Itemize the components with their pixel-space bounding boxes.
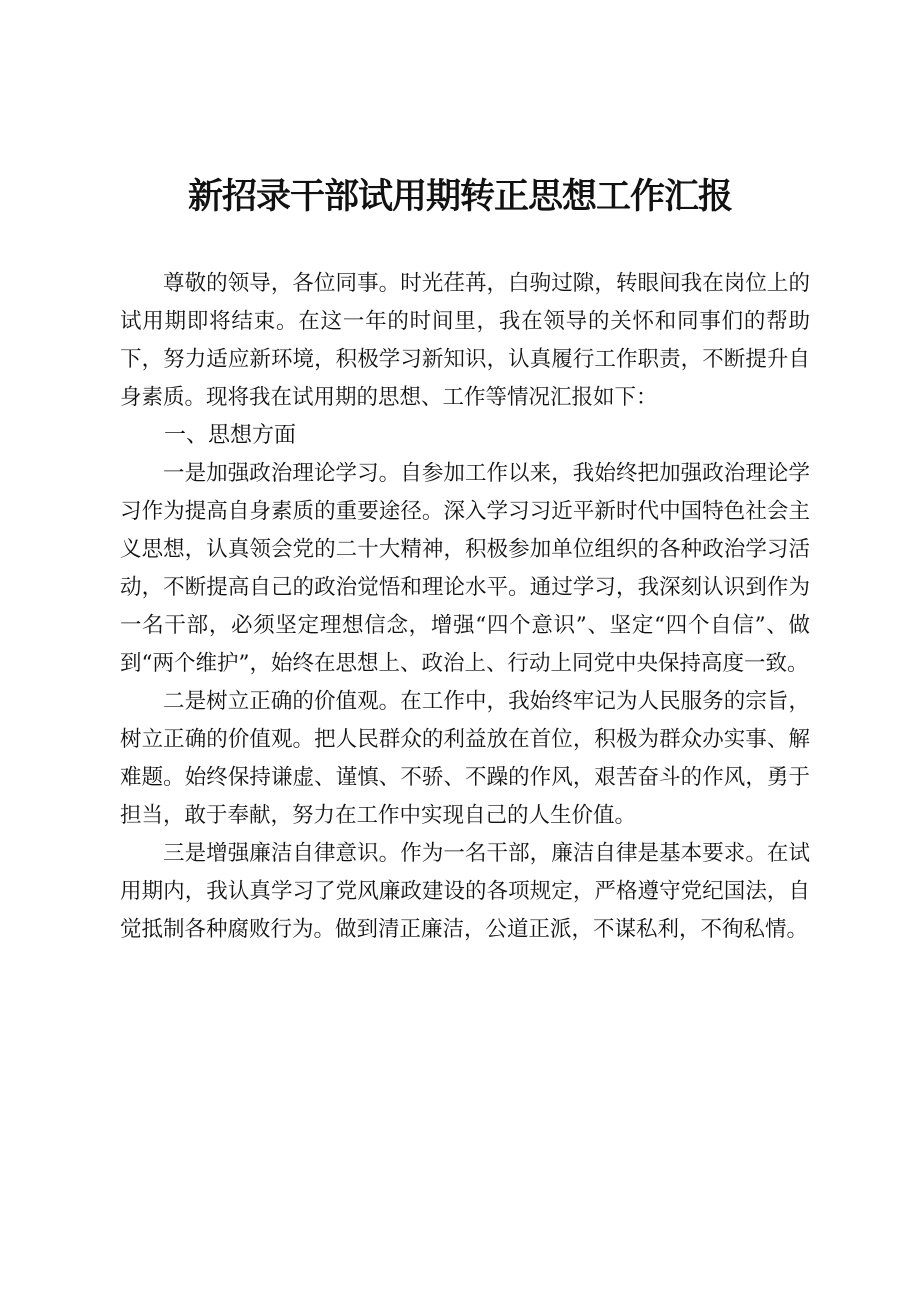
paragraph-political-study: 一是加强政治理论学习。自参加工作以来，我始终把加强政治理论学习作为提高自身素质的重要途径。深入学习习近平新时代中国特色社会主义思想，认真领会党的二十大精神，积极参加单位组织的各种政治学习活动，不断提高自己的政治觉悟和理论水平。通过学习，我深刻认识到作为一名干部，必须坚定理想信念，增强“四个意识”、坚定“四个自信”、做到“两个维护”，始终在思想上、政治上、行动上同党中央保持高度一致。: [120, 461, 810, 676]
paragraph-values: 二是树立正确的价值观。在工作中，我始终牢记为人民服务的宗旨，树立正确的价值观。把人民群众的利益放在首位，积极为群众办实事、解难题。始终保持谦虚、谨慎、不骄、不躁的作风，艰苦奋斗的作风，勇于担当，敢于奉献，努力在工作中实现自己的人生价值。: [120, 689, 810, 828]
document-body: [120, 265, 810, 949]
section-heading-thought: 一、思想方面: [164, 423, 297, 448]
intro-paragraph: 尊敬的领导，各位同事。时光荏苒，白驹过隙，转眼间我在岗位上的试用期即将结束。在这一年的时间里，我在领导的关怀和同事们的帮助下，努力适应新环境，积极学习新知识，认真履行工作职责，不断提升自身素质。现将我在试用期的思想、工作等情况汇报如下：: [120, 271, 810, 410]
document-title: 新招录干部试用期转正思想工作汇报: [187, 177, 732, 217]
paragraph-integrity: 三是增强廉洁自律意识。作为一名干部，廉洁自律是基本要求。在试用期内，我认真学习了党风廉政建设的各项规定，严格遵守党纪国法，自觉抵制各种腐败行为。做到清正廉洁，公道正派，不谋私利，不徇私情。: [120, 841, 810, 942]
